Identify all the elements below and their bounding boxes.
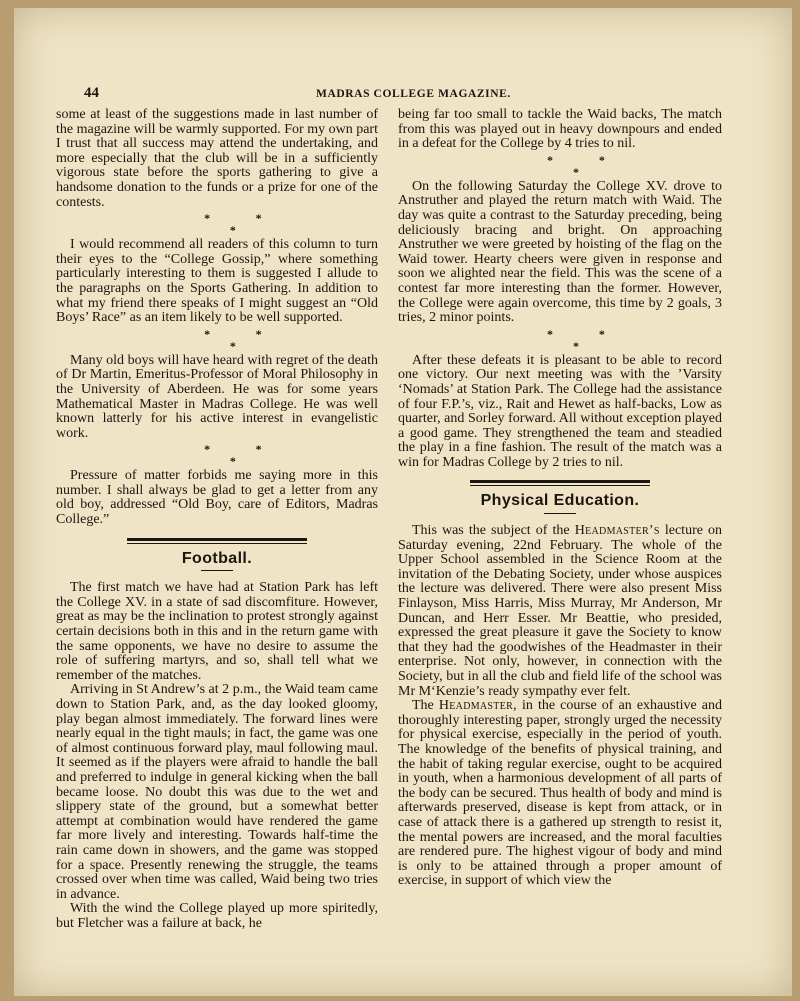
heading-underline bbox=[544, 513, 576, 514]
star-ornament: * bbox=[204, 442, 211, 457]
star-separator bbox=[398, 152, 722, 180]
football-paragraph-3: With the wind the College played up more spiritedly, but Fletcher was a failure at back, he bbox=[56, 901, 378, 931]
headmaster-smallcaps: Headmaster, bbox=[438, 698, 517, 714]
star-ornament: * bbox=[572, 164, 579, 179]
star-separator bbox=[56, 441, 378, 469]
star-ornament: * bbox=[229, 223, 236, 238]
football-paragraph-5: After these defeats it is pleasant to be able to record one victory. Our next meeting was with the ’Varsity ‘Nomads’ at Station Park. The College had the assistance of four F.P.’s, viz., Rait and Hewet as half-backs, Low as quarter, and Sorley forward. All without exception played a good game. They strengthened the team and steadied the play in a fine fashion. The result of the match was a win for Madras College by 2 tries to nil. bbox=[398, 352, 722, 470]
star-ornament: * bbox=[547, 326, 554, 341]
text-run: lecture on Saturday evening, 22nd February. The whole of the Upper School assembled in the Science Room at the invitation of the Debating Society, under whose auspices the lecture was delivered. There were also present Miss Finlayson, Miss Harris, Miss Murray, Mr Anderson, Mr Duncan, and Herr Esser. Mr Beattie, who presided, expressed the great pleasure it gave the Society to know that they had the goodwishes of the Headmaster in their enterprise. Not only, however, in connection with the Society, but in all the club and field life of the school was Mr M‘Kenzie’s ready sympathy ever felt. bbox=[398, 523, 723, 699]
football-paragraph-1: The first match we have had at Station Park has left the College XV. in a state of sad discomfiture. However, great as may be the inclination to protest strongly against certain decisions both in this and in the return game with the same opponents, we have no desire to assume the role of suffering martyrs, and so, shall tell what we remember of the matches. bbox=[56, 580, 378, 683]
physical-education-paragraph-2 bbox=[398, 699, 722, 889]
left-column bbox=[56, 108, 378, 932]
section-divider bbox=[127, 538, 307, 544]
gossip-paragraph-1: some at least of the suggestions made in last number of the magazine will be warmly supported. For my own part I trust that all success may attend the undertaking, and more especially that the club will be in a sufficiently vigorous state before the sports gathering to give a handsome donation to the funds or a prize for one of the contests. bbox=[56, 107, 378, 210]
right-column bbox=[398, 108, 722, 889]
football-paragraph-2: Arriving in St Andrew’s at 2 p.m., the Waid team came down to Station Park, and, as the day looked gloomy, play began almost immediately. The forward lines were nearly equal in the tight mauls; in fact, the game was one of almost continuous forward play, maul following maul. It seemed as if the players were afraid to handle the ball and preferred to indulge in general kicking when the ball became loose. No doubt this was due to the wet and slippery state of the ground, but a somewhat better attempt at combination would have rendered the game far more lively and interesting. Towards half-time the rain came down in showers, and the game was stopped for a space. Presently renewing the struggle, the teams crossed over when time was called, Waid being two tries in advance. bbox=[56, 682, 378, 902]
physical-education-heading: Physical Education. bbox=[480, 492, 640, 510]
headmaster-smallcaps: Headmaster’s bbox=[574, 523, 660, 539]
star-ornament: * bbox=[255, 442, 262, 457]
star-ornament: * bbox=[255, 211, 262, 226]
star-ornament: * bbox=[204, 211, 211, 226]
star-ornament: * bbox=[255, 326, 262, 341]
physical-education-paragraph-1 bbox=[398, 524, 722, 699]
star-ornament: * bbox=[204, 326, 211, 341]
gossip-paragraph-4: Pressure of matter forbids me saying more in this number. I shall always be glad to get a letter from any old boy, addressed “Old Boy, care of Editors, Madras College.” bbox=[56, 468, 378, 528]
star-separator bbox=[398, 326, 722, 354]
star-ornament: * bbox=[598, 326, 605, 341]
star-ornament: * bbox=[547, 152, 554, 167]
star-ornament: * bbox=[598, 152, 605, 167]
star-separator bbox=[56, 326, 378, 354]
section-divider bbox=[470, 480, 650, 486]
heading-underline bbox=[201, 570, 233, 571]
football-continued-paragraph: being far too small to tackle the Waid backs, The match from this was played out in heavy downpours and ended in a defeat for the College by 4 tries to nil. bbox=[398, 107, 722, 152]
text-run: This was the subject of the bbox=[412, 523, 570, 539]
football-paragraph-4: On the following Saturday the College XV. drove to Anstruther and played the return match with Waid. The day was quite a contrast to the Saturday preceding, being deliciously bracing and bright. On approaching Anstruther we were greeted by hoisting of the flag on the Waid tower. Hearty cheers were given in response and soon we alighted near the field. This was the scene of a contest far more interesting than the former. However, the College were again overcome, this time by 2 goals, 3 tries, 2 minor points. bbox=[398, 178, 722, 326]
gossip-paragraph-2: I would recommend all readers of this column to turn their eyes to the “College Gossip,” where something particularly interesting to them is suggested I allude to the paragraphs on the Sports Gathering. In addition to what my friend there speaks of I might suggest an “Old Boys’ Race” as an item likely to be well supported. bbox=[56, 237, 378, 326]
star-separator bbox=[56, 210, 378, 238]
text-run: in the course of an exhaustive and thoroughly interesting paper, strongly urged the necessity for physical exercise, especially in the period of youth. The knowledge of the benefits of physical training, and the habit of taking regular exercise, ought to be acquired in youth, when a harmonious development of all parts of the body can be secured. Thus health of body and mind is afterwards preserved, disease is kept from attack, or in case of attack there is a gathered up strength to resist it, the mental powers are increased, and the moral faculties are rendered pure. The highest vigour of body and mind is only to be attained through a proper amount of exercise, in support of which view the bbox=[398, 698, 723, 889]
star-ornament: * bbox=[229, 454, 236, 469]
gossip-paragraph-3: Many old boys will have heard with regret of the death of Dr Martin, Emeritus-Professor of Moral Philosophy in the University of Aberdeen. He was for some years Mathematical Master in Madras College. He was well known latterly for his active interest in evangelistic work. bbox=[56, 352, 378, 441]
football-heading: Football. bbox=[181, 549, 253, 567]
star-ornament: * bbox=[572, 338, 579, 353]
star-ornament: * bbox=[229, 338, 236, 353]
text-run: The bbox=[412, 698, 434, 714]
running-title: MADRAS COLLEGE MAGAZINE. bbox=[316, 88, 511, 100]
page-number: 44 bbox=[84, 85, 99, 101]
